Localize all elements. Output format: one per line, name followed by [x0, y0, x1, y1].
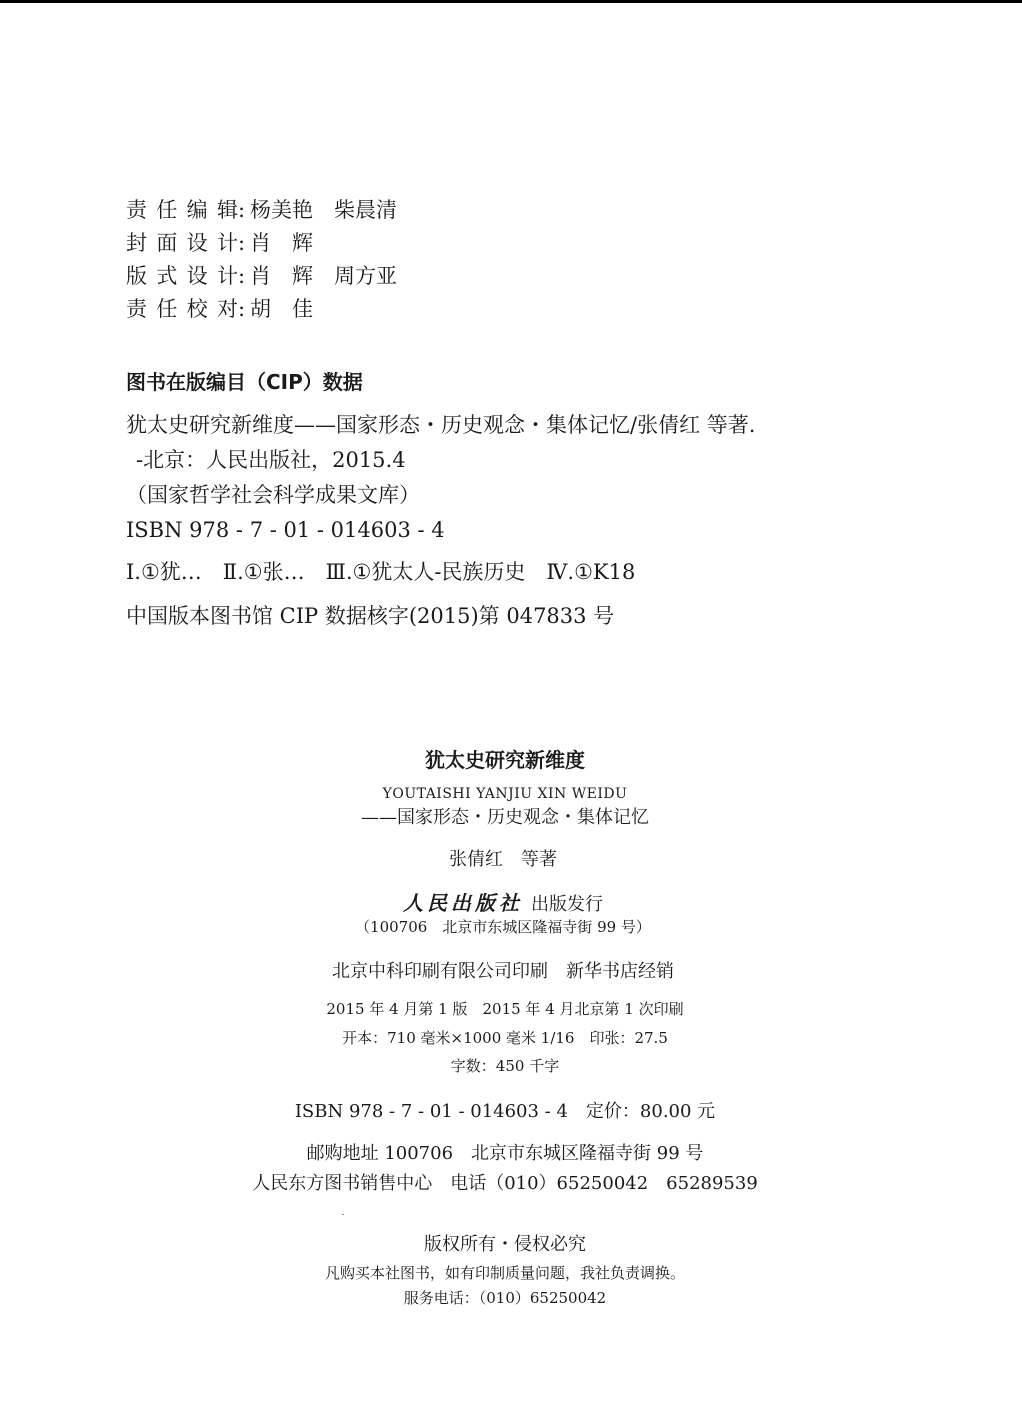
- book-author: 张倩红 等著: [449, 849, 557, 870]
- service-phone-line: 服务电话：（010）65250042: [403, 1289, 607, 1307]
- publisher-suffix: 出版发行: [531, 894, 603, 915]
- cip-isbn-line: ISBN 978 - 7 - 01 - 014603 - 4: [126, 518, 445, 542]
- cip-title-line: 犹太史研究新维度——国家形态・历史观念・集体记忆/张倩红 等著.: [126, 413, 756, 437]
- staff-role: 责任校对: [126, 297, 238, 321]
- book-title: 犹太史研究新维度: [425, 748, 585, 772]
- rights-line: 版权所有・侵权必究: [424, 1234, 586, 1255]
- publisher-address: （100706 北京市东城区隆福寺街 99 号）: [355, 918, 651, 936]
- staff-row: 责任校对 : 胡 佳: [126, 293, 397, 326]
- cip-classification: Ⅰ.①犹… Ⅱ.①张… Ⅲ.①犹太人-民族历史 Ⅳ.①K18: [126, 560, 636, 584]
- publisher-logo: 人民出版社: [403, 891, 523, 915]
- top-border: [0, 0, 1022, 3]
- format-line: 开本：710 毫米×1000 毫米 1/16 印张：27.5: [342, 1029, 668, 1047]
- cip-publication-line: -北京：人民出版社，2015.4: [136, 448, 406, 472]
- staff-credits: [126, 194, 397, 326]
- staff-role: 责任编辑: [126, 198, 238, 222]
- staff-name: 肖 辉: [250, 231, 313, 255]
- staff-role: 封面设计: [126, 231, 238, 255]
- book-subtitle: ——国家形态・历史观念・集体记忆: [361, 807, 649, 828]
- cip-number: 中国版本图书馆 CIP 数据核字(2015)第 047833 号: [126, 604, 615, 628]
- edition-line: 2015 年 4 月第 1 版 2015 年 4 月北京第 1 次印刷: [326, 1000, 684, 1018]
- staff-row: 责任编辑 : 杨美艳 柴晨清: [126, 194, 397, 227]
- mail-order-line: 邮购地址 100706 北京市东城区隆福寺街 99 号: [306, 1143, 704, 1164]
- speck: [342, 1214, 344, 1215]
- staff-name: 肖 辉 周方亚: [250, 264, 397, 288]
- cip-series-line: （国家哲学社会科学成果文库）: [126, 483, 420, 507]
- wordcount-line: 字数：450 千字: [450, 1057, 560, 1075]
- publisher-line: [0, 887, 1014, 916]
- book-title-pinyin: YOUTAISHI YANJIU XIN WEIDU: [382, 786, 628, 802]
- sales-center-line: 人民东方图书销售中心 电话（010）65250042 65289539: [252, 1173, 758, 1194]
- notice-line: 凡购买本社图书，如有印制质量问题，我社负责调换。: [324, 1264, 685, 1282]
- isbn-price-line: ISBN 978 - 7 - 01 - 014603 - 4 定价：80.00 元: [294, 1101, 716, 1122]
- staff-name: 杨美艳 柴晨清: [250, 198, 397, 222]
- cip-heading: 图书在版编目（CIP）数据: [126, 370, 363, 394]
- printer-line: 北京中科印刷有限公司印刷 新华书店经销: [332, 961, 674, 982]
- cip-record: [126, 408, 755, 548]
- staff-role: 版式设计: [126, 264, 238, 288]
- staff-name: 胡 佳: [250, 297, 313, 321]
- staff-row: 版式设计 : 肖 辉 周方亚: [126, 260, 397, 293]
- staff-row: 封面设计 : 肖 辉: [126, 227, 397, 260]
